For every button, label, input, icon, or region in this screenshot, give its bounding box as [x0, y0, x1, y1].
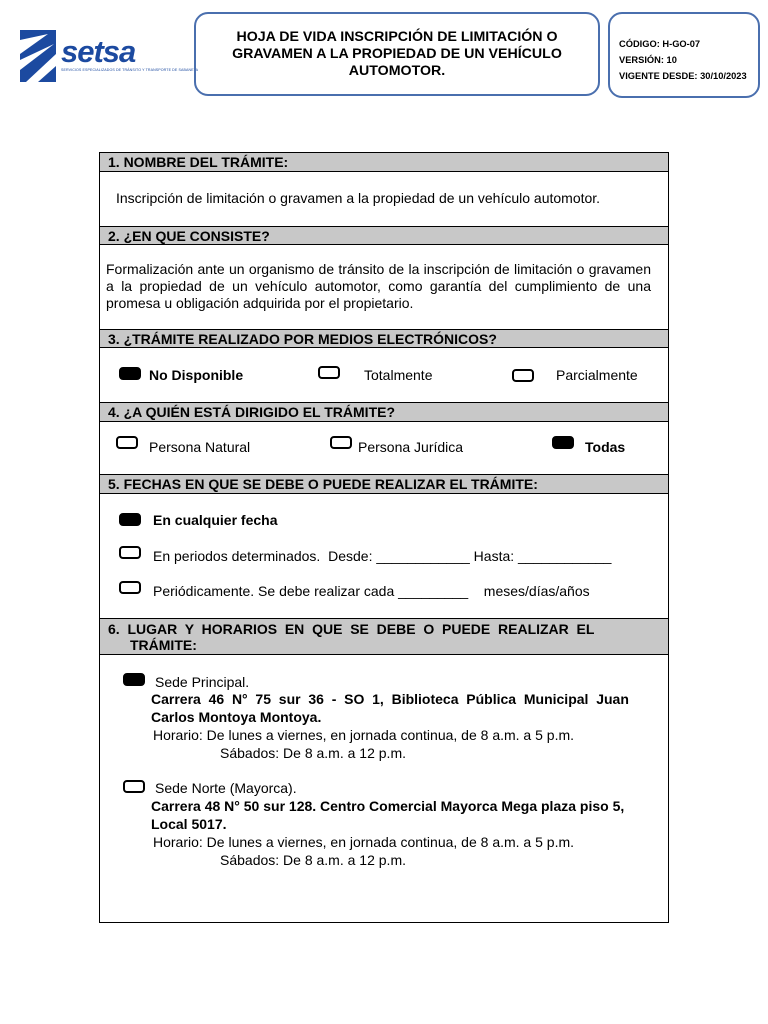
sede-norte-address-line1: Carrera 48 N° 50 sur 128. Centro Comercial Mayorca Mega plaza piso 5,: [151, 798, 625, 814]
checkbox-cualquier-fecha[interactable]: [119, 513, 141, 526]
company-logo: [20, 30, 199, 82]
checkbox-todas[interactable]: [552, 436, 574, 449]
option-totalmente-label: Totalmente: [364, 367, 433, 383]
checkbox-persona-juridica[interactable]: [330, 436, 352, 449]
logo-wordmark: setsa: [61, 34, 136, 69]
checkbox-no-disponible[interactable]: [119, 367, 141, 380]
option-no-disponible-label: No Disponible: [149, 367, 244, 383]
checkbox-periodicamente[interactable]: [119, 581, 141, 594]
checkbox-parcialmente[interactable]: [512, 369, 534, 382]
sede-norte-hours-saturday: Sábados: De 8 a.m. a 12 p.m.: [220, 852, 406, 868]
section-2-header: 2. ¿EN QUE CONSISTE?: [100, 226, 668, 245]
section-4-header: 4. ¿A QUIÉN ESTÁ DIRIGIDO EL TRÁMITE?: [100, 402, 668, 422]
checkbox-totalmente[interactable]: [318, 366, 340, 379]
logo-mark-icon: [20, 30, 56, 82]
document-code-box: [608, 12, 760, 98]
option-persona-natural-label: Persona Natural: [149, 439, 251, 455]
section-6-header-line1: 6. LUGAR Y HORARIOS EN QUE SE DEBE O PUEDE REALIZAR EL: [108, 621, 595, 637]
option-periodicamente-label: Periódicamente. Se debe realizar cada _________ meses/días/años: [153, 583, 590, 599]
sede-principal-hours-weekdays: Horario: De lunes a viernes, en jornada continua, de 8 a.m. a 5 p.m.: [153, 727, 575, 743]
section-2-text: Formalización ante un organismo de tránsito de la inscripción de limitación o gravamen a la propiedad de un vehículo automotor, como garantía del cumplimiento de una promesa u obligación adquirida por el propietario.: [106, 261, 651, 311]
sede-norte-hours-weekdays: Horario: De lunes a viernes, en jornada continua, de 8 a.m. a 5 p.m.: [153, 834, 575, 850]
section-5-header: 5. FECHAS EN QUE SE DEBE O PUEDE REALIZAR EL TRÁMITE:: [100, 474, 668, 494]
section-6-header-line2: TRÁMITE:: [130, 637, 197, 653]
sede-principal-address-line2: Carlos Montoya Montoya.: [151, 709, 322, 725]
checkbox-sede-norte[interactable]: [123, 780, 145, 793]
option-persona-juridica-label: Persona Jurídica: [358, 439, 464, 455]
section-1-text: Inscripción de limitación o gravamen a la propiedad de un vehículo automotor.: [116, 190, 601, 206]
document-title: HOJA DE VIDA INSCRIPCIÓN DE LIMITACIÓN O GRAVAMEN A LA PROPIEDAD DE UN VEHÍCULO AUTOMOTOR.: [194, 12, 600, 96]
checkbox-periodos-determinados[interactable]: [119, 546, 141, 559]
sede-principal-address-line1: Carrera 46 N° 75 sur 36 - SO 1, Biblioteca Pública Municipal Juan: [151, 691, 629, 707]
sede-principal-label: Sede Principal.: [155, 674, 250, 690]
option-todas-label: Todas: [585, 439, 626, 455]
checkbox-persona-natural[interactable]: [116, 436, 138, 449]
section-6-header: [100, 618, 668, 655]
sede-norte-address-line2: Local 5017.: [151, 816, 227, 832]
option-cualquier-fecha-label: En cualquier fecha: [153, 512, 278, 528]
logo-tagline: SERVICIOS ESPECIALIZADOS DE TRÁNSITO Y TRANSPORTE DE SABANETA: [61, 68, 199, 72]
option-parcialmente-label: Parcialmente: [556, 367, 638, 383]
codigo-text: CÓDIGO: H-GO-07: [619, 39, 701, 49]
vigente-text: VIGENTE DESDE: 30/10/2023: [619, 71, 747, 81]
checkbox-sede-principal[interactable]: [123, 673, 145, 686]
version-text: VERSIÓN: 10: [619, 55, 677, 65]
procedure-form: [99, 152, 669, 923]
section-1-header: 1. NOMBRE DEL TRÁMITE:: [100, 152, 668, 172]
sede-principal-hours-saturday: Sábados: De 8 a.m. a 12 p.m.: [220, 745, 406, 761]
sede-norte-label: Sede Norte (Mayorca).: [155, 780, 297, 796]
option-periodos-determinados-label: En periodos determinados. Desde: ____________ Hasta: ____________: [153, 548, 612, 564]
section-3-header: 3. ¿TRÁMITE REALIZADO POR MEDIOS ELECTRÓNICOS?: [100, 329, 668, 348]
